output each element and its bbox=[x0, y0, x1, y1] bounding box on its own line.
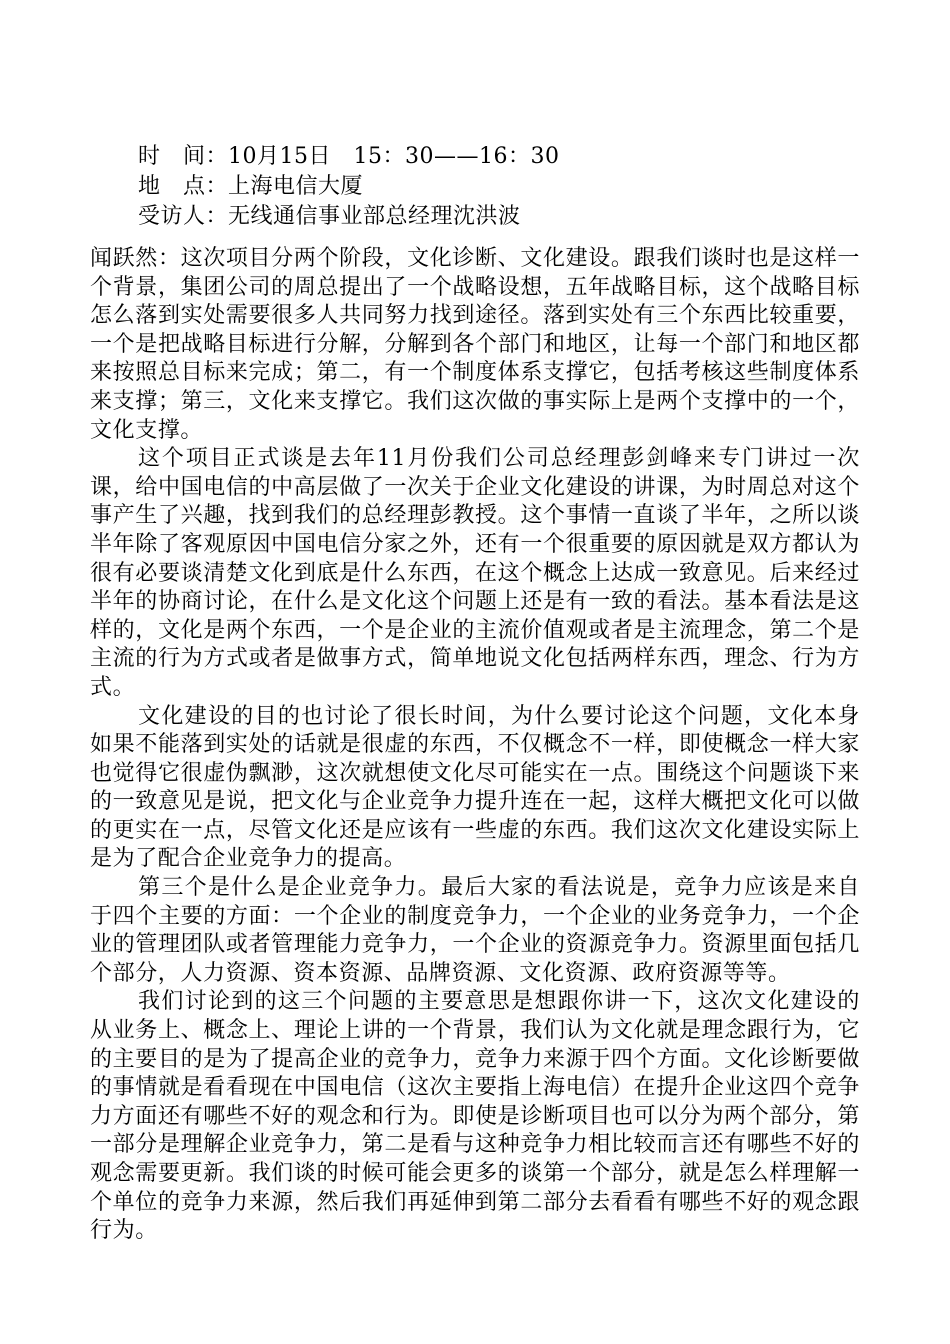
paragraph-5: 我们讨论到的这三个问题的主要意思是想跟你讲一下，这次文化建设的从业务上、概念上、理论上讲的一个背景，我们认为文化就是理念跟行为，它的主要目的是为了提高企业的竞争力，竞争力来源于四个方面。文化诊断要做的事情就是看看现在中国电信（这次主要指上海电信）在提升企业这四个竞争力方面还有哪些不好的观念和行为。即使是诊断项目也可以分为两个部分，第一部分是理解企业竞争力，第二是看与这种竞争力相比较而言还有哪些不好的观念需要更新。我们谈的时候可能会更多的谈第一个部分，就是怎么样理解一个单位的竞争力来源，然后我们再延伸到第二部分去看看有哪些不好的观念跟行为。 bbox=[90, 989, 860, 1244]
paragraph-1: 闻跃然：这次项目分两个阶段，文化诊断、文化建设。跟我们谈时也是这样一个背景，集团公司的周总提出了一个战略设想，五年战略目标，这个战略目标怎么落到实处需要很多人共同努力找到途径。落到实处有三个东西比较重要，一个是把战略目标进行分解，分解到各个部门和地区，让每一个部门和地区都来按照总目标来完成；第二，有一个制度体系支撑它，包括考核这些制度体系来支撑；第三，文化来支撑它。我们这次做的事实际上是两个支撑中的一个，文化支撑。 bbox=[90, 246, 860, 443]
paragraph-3: 文化建设的目的也讨论了很长时间，为什么要讨论这个问题，文化本身如果不能落到实处的话就是很虚的东西，不仅概念不一样，即使概念一样大家也觉得它很虚伪飘渺，这次就想使文化尽可能实在一点。围绕这个问题谈下来的一致意见是说，把文化与企业竞争力提升连在一起，这样大概把文化可以做的更实在一点，尽管文化还是应该有一些虚的东西。我们这次文化建设实际上是为了配合企业竞争力的提高。 bbox=[90, 703, 860, 872]
paragraph-4: 第三个是什么是企业竞争力。最后大家的看法说是，竞争力应该是来自于四个主要的方面：一个企业的制度竞争力，一个企业的业务竞争力，一个企业的管理团队或者管理能力竞争力，一个企业的资源竞争力。资源里面包括几个部分，人力资源、资本资源、品牌资源、文化资源、政府资源等等。 bbox=[90, 875, 860, 986]
interviewee: 受访人：无线通信事业部总经理沈洪波 bbox=[138, 204, 521, 229]
interview-time: 时 间：10月15日 15：30——16：30 bbox=[138, 144, 560, 169]
interview-place: 地 点：上海电信大厦 bbox=[138, 174, 364, 199]
interview-meta bbox=[138, 142, 838, 232]
paragraph-2: 这个项目正式谈是去年11月份我们公司总经理彭剑峰来专门讲过一次课，给中国电信的中高层做了一次关于企业文化建设的讲课，为时周总对这个事产生了兴趣，找到我们的总经理彭教授。这个事情一直谈了半年，之所以谈半年除了客观原因中国电信分家之外，还有一个很重要的原因就是双方都认为很有必要谈清楚文化到底是什么东西，在这个概念上达成一致意见。后来经过半年的协商讨论，在什么是文化这个问题上还是有一致的看法。基本看法是这样的，文化是两个东西，一个是企业的主流价值观或者是主流理念，第二个是主流的行为方式或者是做事方式，简单地说文化包括两样东西，理念、行为方式。 bbox=[90, 446, 860, 700]
transcript-body bbox=[90, 245, 860, 1246]
